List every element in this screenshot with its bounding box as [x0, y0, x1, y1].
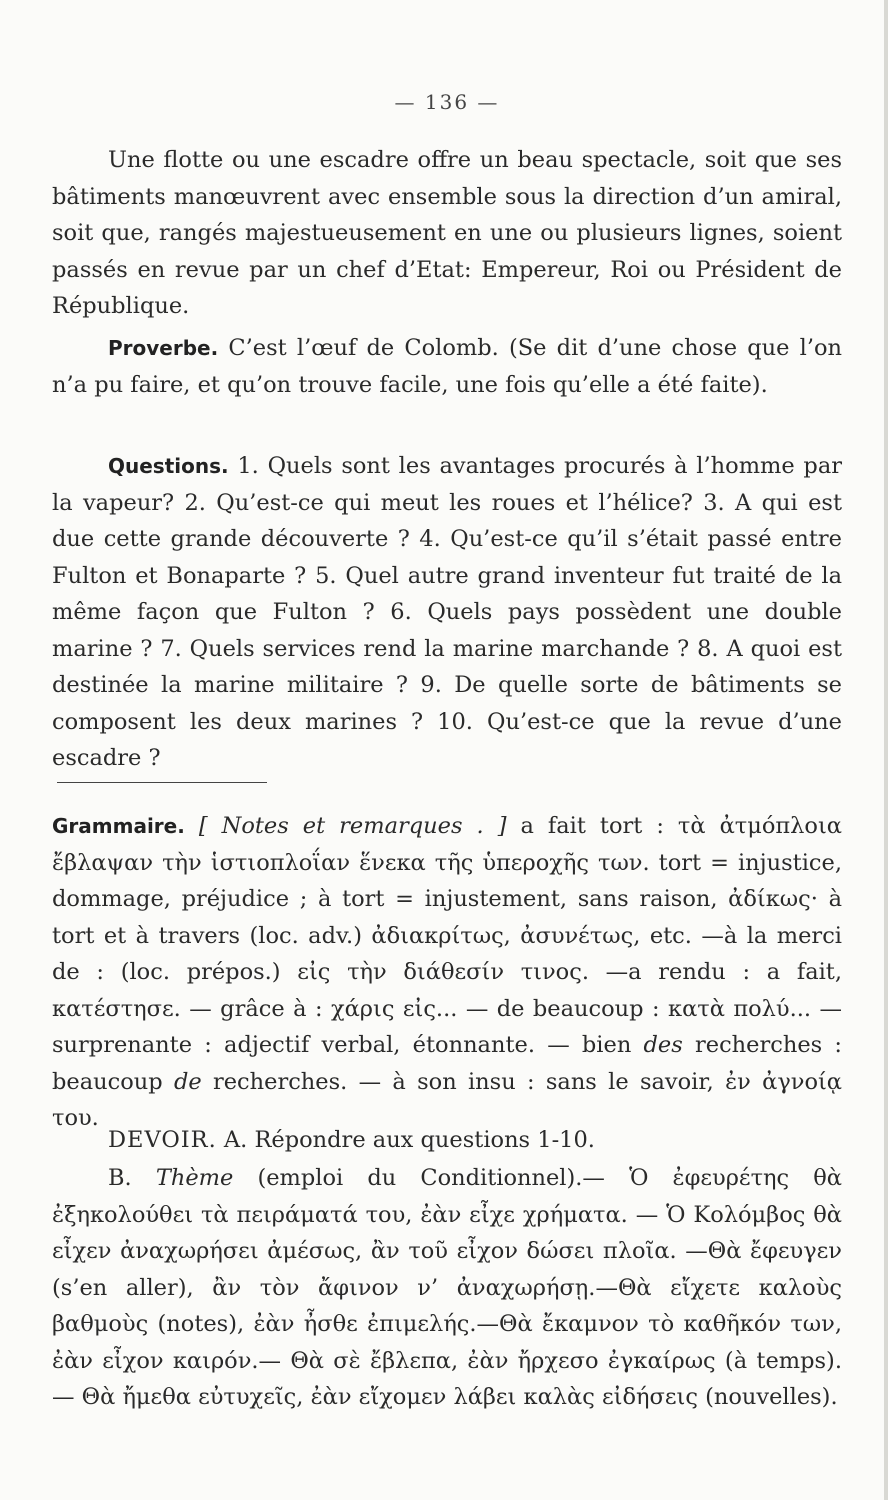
devoir-label: DEVOIR. [108, 1127, 217, 1153]
page-edge-shadow [884, 0, 888, 1500]
grammaire-label: Grammaire. [52, 814, 185, 838]
proverbe-label: Proverbe. [108, 336, 219, 360]
grammaire-des: des [643, 1032, 683, 1058]
grammaire-text-c: recherches. — à son insu : sans le savoir, ἐν ἀγνοίᾳ του. [52, 1068, 843, 1131]
questions-label: Questions. [108, 454, 229, 478]
grammaire-text-b: recherches : beaucoup [52, 1032, 842, 1095]
devoir-a-text: A. Répondre aux questions 1-10. [223, 1127, 595, 1153]
grammaire-de: de [173, 1068, 202, 1095]
page-number: — 136 — [394, 90, 500, 114]
proverbe-section [52, 330, 842, 403]
grammaire-text-a: a fait tort : τὰ ἀτμόπλοια ἔβλαψαν τὴν ἱστιοπλοΐαν ἕνεκα τῆς ὑπεροχῆς των. tort = injustice, dommage, préjudice ; à tort = injustement, sans raison, ἀδίκως· à tort et à travers (loc. adv.) ἀδιακρίτως, ἀσυνέτως, etc. —à la merci de : (loc. prépos.) εἰς τὴν διάθεσίν τινος. —a rendu : a fait, κατέστησε. — grâce à : χάρις εἰς... — de beaucoup : κατὰ πολύ... — surprenante : adjectif verbal, étonnante. — bien [52, 813, 842, 1058]
devoir-b-text: (emploi du Conditionnel).— Ὁ ἐφευρέτης θὰ ἐξηκολούθει τὰ πειράματά του, ἐὰν εἶχε χρήματα. — Ὁ Κολόμβος θὰ εἶχεν ἀναχωρήσει ἀμέσως, ἂν τοῦ εἶχον δώσει πλοῖα. —Θὰ ἔφευγεν (s’en aller), ἂν τὸν ἄφινον ν’ ἀναχωρήσῃ.—Θὰ εἴχετε καλοὺς βαθμοὺς (notes), ἐὰν ἦσθε ἐπιμελής.—Θὰ ἔκαμνον τὸ καθῆκόν των, ἐὰν εἶχον καιρόν.— Θὰ σὲ ἔβλεπα, ἐὰν ἤρχεσο ἐγκαίρως (à temps).— Θὰ ἤμεθα εὐτυχεῖς, ἐὰν εἴχομεν λάβει καλὰς εἰδήσεις (nouvelles). [52, 1165, 842, 1410]
grammaire-subtitle: [ Notes et remarques . ] [198, 813, 507, 839]
book-page [52, 0, 842, 1500]
questions-section [52, 448, 842, 777]
paragraph-flotte-text: Une flotte ou une escadre offre un beau spectacle, soit que ses bâtiments manœuvrent avec ensemble sous la direction d’un amiral, soit que, rangés majestueusement en une ou plusieurs lignes, soient passés en revue par un chef d’Etat: Empereur, Roi ou Président de République. [52, 147, 842, 319]
questions-text: 1. Quels sont les avantages procurés à l’homme par la vapeur? 2. Qu’est-ce qui meut les roues et l’hélice? 3. A qui est due cette grande découverte ? 4. Qu’est-ce qu’il s’était passé entre Fulton et Bonaparte ? 5. Quel autre grand inventeur fut traité de la même façon que Fulton ? 6. Quels pays possèdent une double marine ? 7. Quels services rend la marine marchande ? 8. A quoi est destinée la marine militaire ? 9. De quelle sorte de bâtiments se composent les deux marines ? 10. Qu’est-ce que la revue d’une escadre ? [52, 453, 842, 771]
devoir-b-theme: Thème [155, 1165, 234, 1191]
devoir-b-prefix: B. [108, 1165, 132, 1191]
devoir-b [52, 1160, 842, 1416]
section-divider [57, 782, 267, 783]
grammaire-section [52, 808, 842, 1137]
paragraph-flotte [52, 142, 842, 325]
proverbe-text: C’est l’œuf de Colomb. (Se dit d’une chose que l’on n’a pu faire, et qu’on trouve facile, une fois qu’elle a été faite). [52, 335, 843, 398]
devoir-a [52, 1122, 842, 1159]
